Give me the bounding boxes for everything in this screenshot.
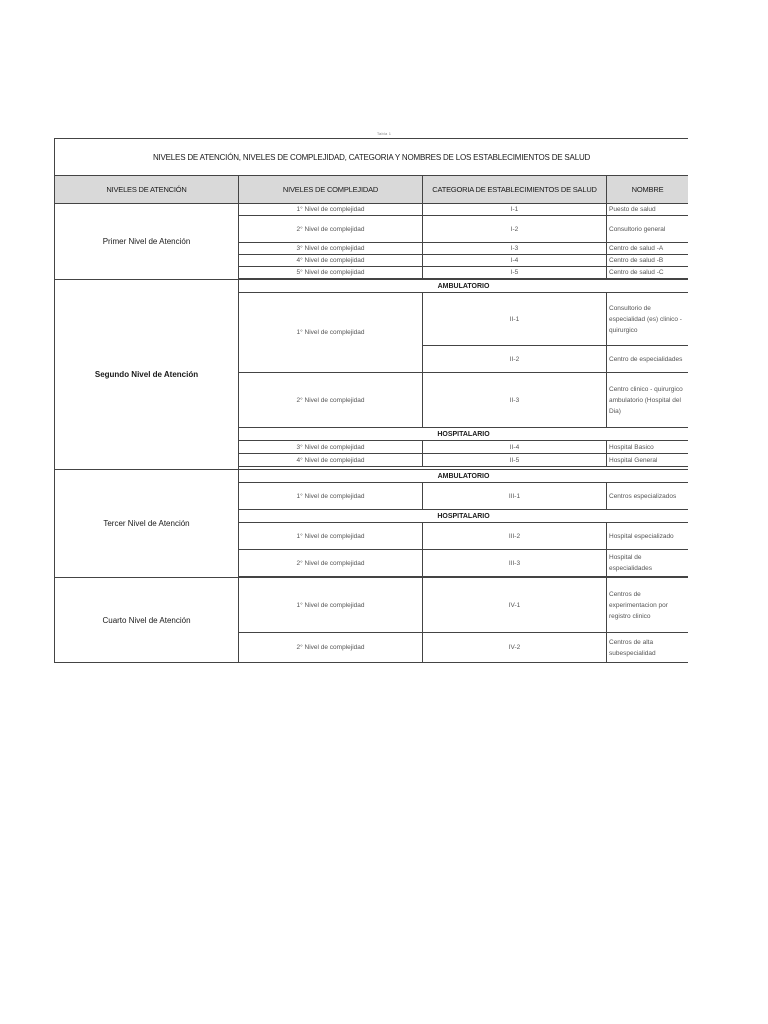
complejidad-cell: 3° Nivel de complejidad <box>239 441 423 454</box>
nivel-atencion-cuarto: Cuarto Nivel de Atención <box>55 578 239 663</box>
header-nivel-atencion: NIVELES DE ATENCIÓN <box>55 176 239 204</box>
categoria-cell: I-3 <box>423 243 607 255</box>
table-row <box>55 204 689 216</box>
header-categoria: CATEGORIA DE ESTABLECIMIENTOS DE SALUD <box>423 176 607 204</box>
nombre-cell: Consultorio de especialidad (es) clinico - quirurgico <box>607 293 689 346</box>
complejidad-cell: 4° Nivel de complejidad <box>239 255 423 267</box>
complejidad-cell: 4° Nivel de complejidad <box>239 454 423 467</box>
complejidad-cell: 1° Nivel de complejidad <box>239 483 423 510</box>
complejidad-cell: 2° Nivel de complejidad <box>239 373 423 428</box>
table-row <box>55 470 689 483</box>
section-ambulatorio: AMBULATORIO <box>239 470 689 483</box>
section-hospitalario: HOSPITALARIO <box>239 428 689 441</box>
nivel-atencion-primer: Primer Nivel de Atención <box>55 204 239 280</box>
complejidad-cell: 1° Nivel de complejidad <box>239 204 423 216</box>
complejidad-cell: 5° Nivel de complejidad <box>239 267 423 279</box>
categoria-cell: I-5 <box>423 267 607 279</box>
nombre-cell: Hospital especializado <box>607 523 689 550</box>
nombre-cell: Centro clinico - quirurgico ambulatorio (Hospital del Dia) <box>607 373 689 428</box>
nombre-cell: Centro de especialidades <box>607 346 689 373</box>
header-nivel-complejidad: NIVELES DE COMPLEJIDAD <box>239 176 423 204</box>
categoria-cell: II-2 <box>423 346 607 373</box>
categoria-cell: II-4 <box>423 441 607 454</box>
nombre-cell: Consultorio general <box>607 216 689 243</box>
categoria-cell: III-2 <box>423 523 607 550</box>
complejidad-cell: 1° Nivel de complejidad <box>239 523 423 550</box>
section-ambulatorio: AMBULATORIO <box>239 280 689 293</box>
complejidad-cell: 2° Nivel de complejidad <box>239 550 423 577</box>
health-establishments-table-container <box>54 138 688 664</box>
complejidad-cell: 2° Nivel de complejidad <box>239 216 423 243</box>
categoria-cell: III-3 <box>423 550 607 577</box>
categoria-cell: IV-1 <box>423 578 607 633</box>
nombre-cell: Centro de salud -C <box>607 267 689 279</box>
nombre-cell: Centros de experimentacion por registro clinico <box>607 578 689 633</box>
nombre-cell: Hospital de especialidades <box>607 550 689 577</box>
nombre-cell: Hospital General <box>607 454 689 467</box>
table-row <box>55 280 689 293</box>
nombre-cell: Hospital Basico <box>607 441 689 454</box>
complejidad-cell: 2° Nivel de complejidad <box>239 633 423 663</box>
section-hospitalario: HOSPITALARIO <box>239 510 689 523</box>
nivel-atencion-segundo: Segundo Nivel de Atención <box>55 280 239 470</box>
nombre-cell: Puesto de salud <box>607 204 689 216</box>
health-establishments-table <box>54 138 688 663</box>
complejidad-cell: 3° Nivel de complejidad <box>239 243 423 255</box>
nombre-cell: Centro de salud -B <box>607 255 689 267</box>
categoria-cell: III-1 <box>423 483 607 510</box>
categoria-cell: II-5 <box>423 454 607 467</box>
categoria-cell: IV-2 <box>423 633 607 663</box>
nivel-atencion-tercer: Tercer Nivel de Atención <box>55 470 239 578</box>
complejidad-cell: 1° Nivel de complejidad <box>239 578 423 633</box>
header-nombre: NOMBRE <box>607 176 689 204</box>
table-title: NIVELES DE ATENCIÓN, NIVELES DE COMPLEJIDAD, CATEGORIA Y NOMBRES DE LOS ESTABLECIMIENTOS DE SALUD <box>55 139 689 176</box>
nombre-cell: Centros de alta subespecialidad <box>607 633 689 663</box>
nombre-cell: Centro de salud -A <box>607 243 689 255</box>
categoria-cell: I-2 <box>423 216 607 243</box>
complejidad-cell: 1° Nivel de complejidad <box>239 293 423 373</box>
categoria-cell: I-4 <box>423 255 607 267</box>
categoria-cell: II-3 <box>423 373 607 428</box>
categoria-cell: II-1 <box>423 293 607 346</box>
nombre-cell: Centros especializados <box>607 483 689 510</box>
table-row <box>55 578 689 633</box>
table-caption: Tabla 1 <box>376 131 392 136</box>
categoria-cell: I-1 <box>423 204 607 216</box>
